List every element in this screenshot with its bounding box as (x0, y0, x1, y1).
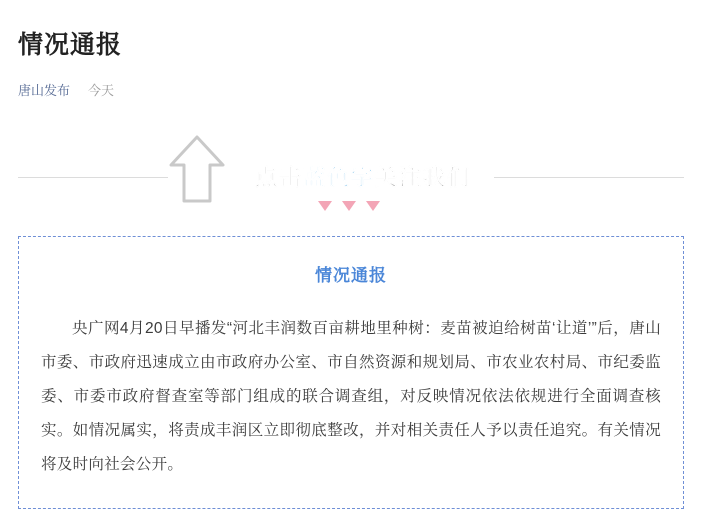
article-meta (18, 80, 702, 99)
up-arrow-icon (168, 133, 226, 205)
down-triangle-icon (342, 201, 356, 211)
down-triangle-icon-group (318, 201, 380, 211)
follow-banner (0, 125, 702, 235)
down-triangle-icon (318, 201, 332, 211)
banner-divider-right (494, 177, 684, 178)
notice-box (18, 236, 684, 509)
notice-title: 情况通报 (315, 266, 387, 285)
page-title: 情况通报 (18, 31, 123, 59)
article-header (0, 0, 702, 99)
follow-text-suffix: 关注我们 (375, 165, 472, 190)
follow-text-prefix: 点击 (255, 165, 304, 190)
account-name-link[interactable]: 唐山发布 (18, 83, 71, 98)
banner-divider-left (18, 177, 168, 178)
down-triangle-icon (366, 201, 380, 211)
follow-instruction-text (255, 161, 471, 192)
notice-body: 央广网4月20日早播发“河北丰润数百亩耕地里种树：麦苗被迫给树苗‘让道’”后，唐山市委、市政府迅速成立由市政府办公室、市自然资源和规划局、市农业农村局、市纪委监委、市委市政府督查室等部门组成的联合调查组，对反映情况依法依规进行全面调查核实。如情况属实，将责成丰润区立即彻底整改，并对相关责任人予以责任追究。有关情况将及时向社会公开。 (41, 320, 661, 473)
follow-text-highlight: 蓝色字 (303, 165, 376, 190)
publish-date: 今天 (88, 83, 115, 98)
